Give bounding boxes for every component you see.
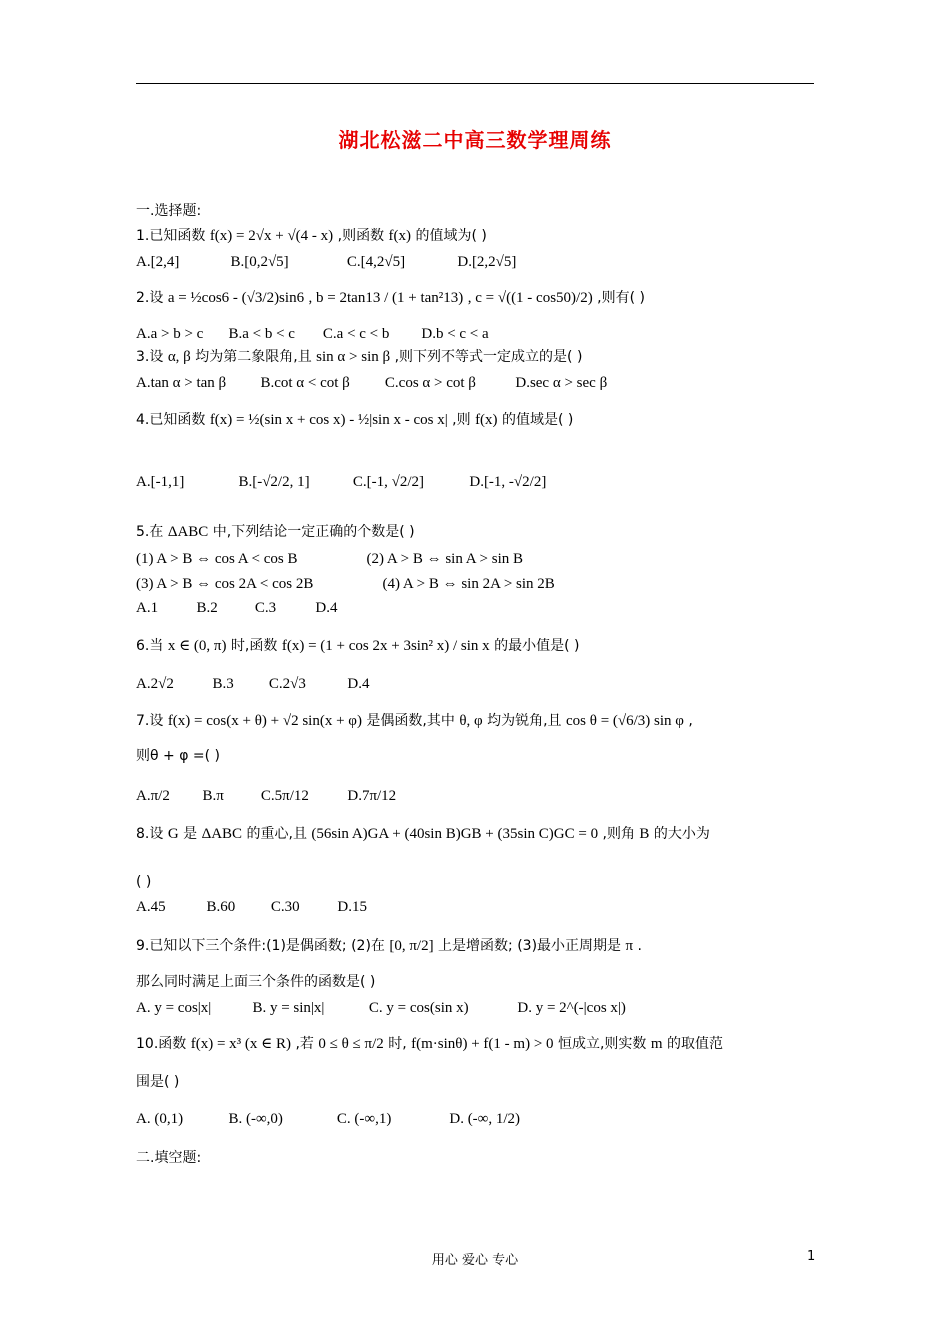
q10-options (136, 1109, 520, 1129)
q10-option-c: C. (-∞,1) (336, 1111, 392, 1127)
q1-expression: f(x) = 2√x + √(4 - x) (209, 228, 334, 244)
question-10 (136, 1034, 723, 1054)
q10-option-b: B. (-∞,0) (228, 1111, 283, 1127)
q1-fx: f(x) (388, 228, 412, 244)
q1-stem-c: 的值域为( ) (415, 228, 487, 244)
q2-option-b: B.a < b < c (228, 326, 295, 342)
q7-vars: θ, φ (459, 713, 483, 729)
q6-option-a: A.2√2 (136, 676, 174, 692)
q10-option-d: D. (-∞, 1/2) (449, 1111, 521, 1127)
q7-option-b: B.π (202, 788, 224, 804)
q10-condition: 0 ≤ θ ≤ π/2 (318, 1036, 384, 1052)
question-1 (136, 226, 487, 246)
q2-stem-b: ,则有( ) (597, 290, 645, 306)
page-number: 1 (807, 1249, 816, 1264)
q10-line-2: 围是( ) (136, 1074, 180, 1090)
question-2 (136, 288, 645, 308)
q3-options (136, 373, 607, 393)
q6-option-b: B.3 (212, 676, 234, 692)
q6-stem-b: 时,函数 (230, 638, 278, 654)
q2-c-expression: , c = √((1 - cos50)/2) (467, 290, 593, 306)
q2-a-expression: a = ½cos6 - (√3/2)sin6 (167, 290, 305, 306)
q3-condition: sin α > sin β (316, 349, 391, 365)
q4-stem-c: 的值域是( ) (502, 412, 574, 428)
q5-stem-a: 5.在 (136, 524, 164, 540)
q9-period: π (625, 938, 634, 954)
q2-option-a: A.a > b > c (136, 326, 204, 342)
q4-option-a: A.[-1,1] (136, 474, 185, 490)
q9-stem-c: . (637, 938, 642, 954)
q7-stem-b: 是偶函数,其中 (366, 713, 455, 729)
q9-option-c: C. y = cos(sin x) (368, 1000, 469, 1016)
q10-option-a: A. (0,1) (136, 1111, 184, 1127)
q6-expression: f(x) = (1 + cos 2x + 3sin² x) / sin x (281, 638, 490, 654)
q10-stem-a: 10.函数 (136, 1036, 187, 1052)
q1-option-d: D.[2,2√5] (457, 254, 517, 270)
question-4 (136, 410, 573, 430)
q7-stem-d: , (688, 713, 693, 729)
q1-option-a: A.[2,4] (136, 254, 180, 270)
section-fill-heading: 二.填空题: (136, 1150, 202, 1166)
question-6 (136, 636, 579, 656)
q6-option-d: D.4 (347, 676, 370, 692)
q4-stem-b: ,则 (452, 412, 471, 428)
question-5 (136, 522, 415, 542)
q9-option-a: A. y = cos|x| (136, 1000, 212, 1016)
q7-line-2: 则θ + φ =( ) (136, 748, 220, 764)
q7-condition: cos θ = (√6/3) sin φ (566, 713, 684, 729)
q5-options (136, 598, 337, 618)
q5-triangle: ΔABC (167, 524, 209, 540)
q6-stem-c: 的最小值是( ) (494, 638, 580, 654)
q5-condition-1: (1) A > B ⇔ cos A < cos B (136, 551, 298, 567)
q9-options (136, 998, 626, 1018)
q9-stem-a: 9.已知以下三个条件:(1)是偶函数; (2)在 (136, 938, 385, 954)
q1-stem-a: 1.已知函数 (136, 228, 206, 244)
question-3 (136, 347, 582, 367)
q3-option-a: A.tan α > tan β (136, 375, 227, 391)
q6-stem-a: 6.当 (136, 638, 164, 654)
q2-option-d: D.b < c < a (421, 326, 489, 342)
q1-option-b: B.[0,2√5] (230, 254, 289, 270)
q3-option-c: C.cos α > cot β (384, 375, 476, 391)
q5-option-a: A.1 (136, 600, 159, 616)
q1-option-c: C.[4,2√5] (346, 254, 406, 270)
q3-vars: α, β (167, 349, 191, 365)
q8-centroid: G (167, 826, 179, 842)
q1-options (136, 252, 516, 272)
page-footer: 用心 爱心 专心 (431, 1253, 519, 1268)
q4-fx: f(x) (475, 412, 498, 428)
q8-line-2: ( ) (136, 874, 152, 890)
q8-option-d: D.15 (337, 899, 367, 915)
question-7 (136, 711, 693, 731)
q3-option-d: D.sec α > sec β (515, 375, 608, 391)
q6-options (136, 674, 369, 694)
q5-conditions-row-1 (136, 549, 523, 569)
q5-option-b: B.2 (196, 600, 218, 616)
q8-triangle: ΔABC (201, 826, 243, 842)
q8-stem-c: 的重心,且 (246, 826, 307, 842)
q4-expression: f(x) = ½(sin x + cos x) - ½|sin x - cos x| (209, 412, 448, 428)
q7-option-d: D.7π/12 (347, 788, 397, 804)
q2-stem-a: 2.设 (136, 290, 164, 306)
q4-stem-a: 4.已知函数 (136, 412, 206, 428)
q2-option-c: C.a < c < b (322, 326, 390, 342)
q10-expression: f(x) = x³ (x ∈ R) (190, 1036, 292, 1052)
q8-stem-e: 的大小为 (653, 826, 710, 842)
q5-option-c: C.3 (254, 600, 277, 616)
q9-option-d: D. y = 2^(-|cos x|) (517, 1000, 626, 1016)
q7-options (136, 786, 396, 806)
q5-condition-4: (4) A > B ⇔ sin 2A > sin 2B (382, 576, 555, 592)
q2-b-expression: , b = 2tan13 / (1 + tan²13) (308, 290, 464, 306)
q7-expression: f(x) = cos(x + θ) + √2 sin(x + φ) (167, 713, 362, 729)
q5-stem-b: 中,下列结论一定正确的个数是( ) (212, 524, 415, 540)
q5-condition-2: (2) A > B ⇔ sin A > sin B (366, 551, 523, 567)
q5-option-d: D.4 (315, 600, 338, 616)
document-title: 湖北松滋二中高三数学理周练 (338, 128, 612, 152)
header-rule (136, 83, 814, 84)
q5-condition-3: (3) A > B ⇔ cos 2A < cos 2B (136, 576, 314, 592)
q8-stem-d: ,则角 (602, 826, 635, 842)
q7-stem-a: 7.设 (136, 713, 164, 729)
q6-condition: x ∈ (0, π) (167, 638, 227, 654)
q8-option-a: A.45 (136, 899, 166, 915)
q1-stem-b: ,则函数 (337, 228, 385, 244)
q8-options (136, 897, 367, 917)
q10-stem-b: ,若 (295, 1036, 314, 1052)
q3-stem-a: 3.设 (136, 349, 164, 365)
q7-option-c: C.5π/12 (260, 788, 309, 804)
q9-option-b: B. y = sin|x| (252, 1000, 325, 1016)
q8-stem-b: 是 (183, 826, 198, 842)
q10-stem-c: 时, (388, 1036, 407, 1052)
q8-option-c: C.30 (270, 899, 300, 915)
q5-conditions-row-2 (136, 574, 555, 594)
q7-option-a: A.π/2 (136, 788, 170, 804)
q6-option-c: C.2√3 (268, 676, 306, 692)
q10-variable-m: m (650, 1036, 663, 1052)
q4-option-b: B.[-√2/2, 1] (238, 474, 310, 490)
q8-stem-a: 8.设 (136, 826, 164, 842)
q3-stem-c: ,则下列不等式一定成立的是( ) (394, 349, 583, 365)
q10-inequality: f(m·sinθ) + f(1 - m) > 0 (411, 1036, 554, 1052)
q3-stem-b: 均为第二象限角,且 (195, 349, 312, 365)
q3-option-b: B.cot α < cot β (260, 375, 350, 391)
q10-stem-d: 恒成立,则实数 (557, 1036, 647, 1052)
q9-interval: [0, π/2] (389, 938, 434, 954)
q8-option-b: B.60 (206, 899, 236, 915)
q7-stem-c: 均为锐角,且 (487, 713, 562, 729)
q8-vector-expression: (56sin A)GA + (40sin B)GB + (35sin C)GC = 0 (311, 826, 599, 842)
q2-options (136, 324, 489, 344)
question-9 (136, 936, 642, 956)
q4-option-d: D.[-1, -√2/2] (469, 474, 547, 490)
question-8 (136, 824, 710, 844)
section-choice-heading: 一.选择题: (136, 203, 202, 219)
q10-stem-e: 的取值范 (667, 1036, 724, 1052)
q8-angle: B (639, 826, 650, 842)
q9-stem-b: 上是增函数; (3)最小正周期是 (438, 938, 622, 954)
q4-option-c: C.[-1, √2/2] (352, 474, 425, 490)
q4-options (136, 472, 546, 492)
q9-line-2: 那么同时满足上面三个条件的函数是( ) (136, 974, 376, 990)
